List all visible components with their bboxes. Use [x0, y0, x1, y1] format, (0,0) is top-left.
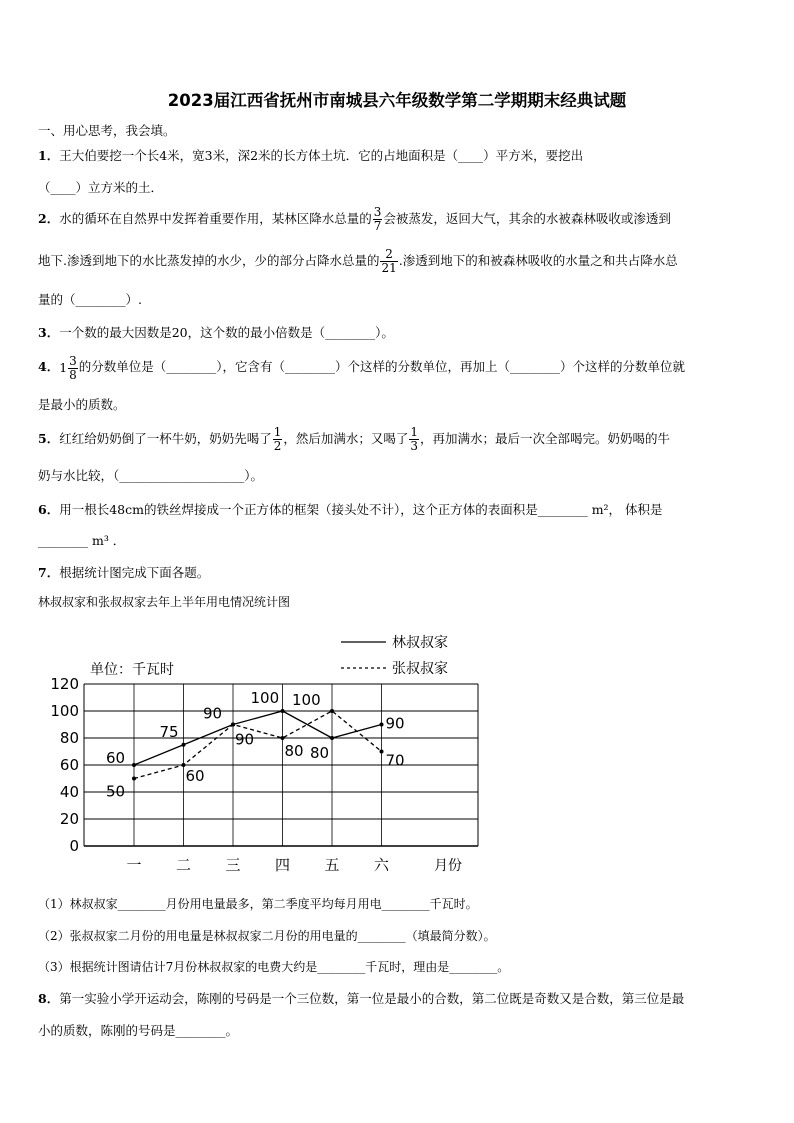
question-6 — [38, 500, 756, 518]
question-text: ________ m³ ． — [38, 533, 126, 548]
legend-label-lin: 林叔叔家 — [392, 635, 448, 651]
line-chart — [38, 628, 488, 878]
question-number: 5． — [38, 431, 60, 446]
data-point — [281, 736, 285, 740]
data-point — [330, 736, 334, 740]
data-label: 70 — [385, 751, 405, 770]
data-label: 50 — [106, 782, 126, 801]
fraction: $\frac{1}{2}$ — [273, 425, 282, 453]
question-text: ，然后加满水；又喝了 — [283, 431, 409, 446]
question-4 — [38, 352, 756, 383]
question-1 — [38, 146, 756, 164]
y-tick-label: 120 — [50, 675, 79, 693]
data-point — [231, 723, 235, 727]
question-7 — [38, 563, 756, 581]
fraction: $\frac{3}{7}$ — [373, 205, 382, 233]
question-2-end — [38, 290, 756, 308]
data-point — [330, 709, 334, 713]
y-tick-label: 40 — [59, 783, 79, 801]
data-label: 90 — [203, 704, 223, 723]
question-text: ，再加满水；最后一次全部喝完。奶奶喝的牛 — [420, 431, 671, 446]
question-8-continued — [38, 1021, 756, 1039]
question-2-continued — [38, 246, 756, 276]
data-point — [281, 709, 285, 713]
question-number: 1． — [38, 148, 60, 163]
data-label: 100 — [250, 689, 280, 707]
question-text: （____）立方米的土． — [38, 180, 164, 195]
x-tick-label: 三 — [225, 856, 241, 874]
x-tick-label: 四 — [274, 856, 291, 874]
data-label: 80 — [310, 744, 330, 762]
question-text: 小的质数，陈刚的号码是________。 — [38, 1023, 239, 1038]
data-label: 80 — [284, 742, 304, 760]
x-axis-label: 月份 — [434, 858, 462, 874]
data-label: 100 — [292, 691, 321, 709]
x-tick-label: 六 — [373, 856, 390, 874]
data-label: 90 — [385, 714, 405, 733]
question-number: 7． — [38, 565, 60, 580]
y-tick-label: 20 — [59, 810, 79, 828]
data-label: 90 — [235, 730, 255, 749]
question-text: 是最小的质数。 — [38, 397, 126, 412]
data-point — [182, 743, 186, 747]
question-7-part-1: （1）林叔叔家________月份用电量最多，第二季度平均每月用电________千瓦时。 — [38, 897, 478, 911]
question-text: 红红给奶奶倒了一杯牛奶，奶奶先喝了 — [59, 431, 272, 446]
question-number: 6． — [38, 502, 60, 517]
question-7-part-3: （3）根据统计图请估计7月份林叔叔家的电费大约是________千瓦时，理由是________。 — [38, 960, 510, 974]
question-3 — [38, 323, 756, 341]
question-text: 第一实验小学开运动会，陈刚的号码是一个三位数，第一位是最小的合数，第二位既是奇数又是合数，第三位是最 — [59, 991, 685, 1006]
legend-label-zhang: 张叔叔家 — [392, 661, 448, 677]
question-7-part-2: （2）张叔叔家二月份的用电量是林叔叔家二月份的用电量的________（填最简分数）。 — [38, 929, 496, 943]
question-text: 会被蒸发，返回大气，其余的水被森林吸收或渗透到 — [383, 211, 671, 226]
question-number: 2． — [38, 211, 60, 226]
question-number: 3． — [38, 325, 60, 340]
data-point — [380, 723, 384, 727]
question-text: 水的循环在自然界中发挥着重要作用，某林区降水总量的 — [59, 211, 372, 226]
section-heading: 一、用心思考，我会填。 — [38, 123, 176, 138]
fraction: $\frac{1}{3}$ — [410, 425, 419, 453]
mixed-number: 1 $\frac{3}{8}$ — [59, 353, 77, 382]
data-label: 60 — [106, 749, 126, 767]
question-6-continued — [38, 531, 756, 549]
y-tick-label: 100 — [50, 702, 79, 720]
page-title: 2023届江西省抚州市南城县六年级数学第二学期期末经典试题 — [167, 91, 627, 110]
data-point — [132, 763, 136, 767]
data-point — [132, 777, 136, 781]
legend — [341, 634, 448, 677]
y-tick-label: 0 — [69, 837, 79, 855]
question-5-continued — [38, 466, 756, 484]
question-2 — [38, 204, 756, 234]
question-number: 4． — [38, 359, 60, 374]
question-text: 王大伯要挖一个长4米，宽3米，深2米的长方体土坑．它的占地面积是（____）平方米，要挖出 — [59, 148, 584, 163]
question-8 — [38, 989, 756, 1007]
series-line-zhang — [134, 711, 382, 779]
question-text: 用一根长48cm的铁丝焊接成一个正方体的框架（接头处不计），这个正方体的表面积是________ m²， 体积是 — [59, 502, 663, 517]
question-text: 地下.渗透到地下的水比蒸发掉的水少，少的部分占降水总量的 — [38, 253, 380, 268]
x-tick-label: 二 — [175, 856, 192, 874]
question-4-continued — [38, 395, 756, 413]
y-tick-label: 60 — [59, 756, 79, 774]
question-text: 的分数单位是（________），它含有（________）个这样的分数单位，再加上（________）个这样的分数单位就 — [78, 359, 686, 374]
fraction: $\frac{2}{21}$ — [381, 247, 397, 275]
question-text: 根据统计图完成下面各题。 — [59, 565, 210, 580]
question-text: 量的（________）. — [38, 292, 142, 307]
data-label: 60 — [185, 767, 205, 785]
y-axis-unit-label: 单位：千瓦时 — [90, 662, 174, 678]
question-5 — [38, 424, 756, 454]
question-1-continued — [38, 178, 756, 196]
data-point — [380, 750, 384, 754]
question-text: 一个数的最大因数是20，这个数的最小倍数是（________）。 — [59, 325, 394, 340]
question-text: .渗透到地下的和被森林吸收的水量之和共占降水总 — [398, 253, 678, 268]
question-text: 奶与水比较，（____________________）。 — [38, 468, 264, 483]
chart-caption: 林叔叔家和张叔叔家去年上半年用电情况统计图 — [38, 595, 291, 609]
x-tick-label: 五 — [324, 856, 340, 874]
y-tick-label: 80 — [59, 729, 79, 747]
data-label: 75 — [159, 722, 179, 741]
x-tick-label: 一 — [126, 856, 142, 874]
question-number: 8． — [38, 991, 60, 1006]
